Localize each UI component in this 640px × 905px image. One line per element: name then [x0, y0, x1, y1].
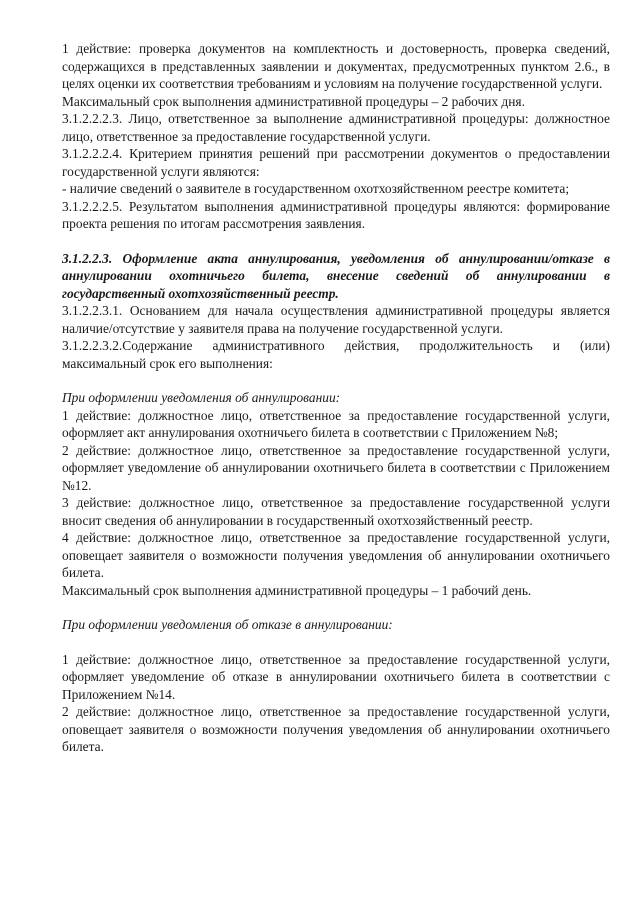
paragraph-3-1-2-2-2-4: 3.1.2.2.2.4. Критерием принятия решений при рассмотрении документов о предоставлении государственной услуги являются:	[62, 146, 610, 179]
spacer	[62, 599, 610, 616]
subheading-refusal-notice: При оформлении уведомления об отказе в аннулировании:	[62, 617, 393, 632]
paragraph-action-1-check: 1 действие: проверка документов на комплектность и достоверность, проверка сведений, содержащихся в представленных заявлении и документах, предусмотренных пунктом 2.6., в целях оценки их соответствия требованиям и условиям на получение государственной услуги.	[62, 41, 610, 91]
paragraph-3-1-2-2-3-2: 3.1.2.2.3.2.Содержание административного действия, продолжительность и (или) максимальный срок его выполнения:	[62, 338, 610, 371]
paragraph-annul-action-4: 4 действие: должностное лицо, ответственное за предоставление государственной услуги, оповещает заявителя о возможности получения уведомления об аннулировании охотничьего билета.	[62, 530, 610, 580]
paragraph-refusal-action-2: 2 действие: должностное лицо, ответственное за предоставление государственной услуги, оповещает заявителя о возможности получения уведомления об аннулировании охотничьего билета.	[62, 704, 610, 754]
paragraph-annul-action-3: 3 действие: должностное лицо, ответственное за предоставление государственной услуги вносит сведения об аннулировании в государственный охотхозяйственный реестр.	[62, 495, 610, 528]
paragraph-max-term-1-day: Максимальный срок выполнения административной процедуры – 1 рабочий день.	[62, 582, 532, 598]
paragraph-3-1-2-2-2-3: 3.1.2.2.2.3. Лицо, ответственное за выполнение административной процедуры: должностное лицо, ответственное за предоставление государственной услуги.	[62, 111, 610, 144]
section-heading-3-1-2-2-3: 3.1.2.2.3. Оформление акта аннулирования, уведомления об аннулировании/отказе в аннулировании охотничьего билета, внесение сведений об аннулировании в государственный охотхозяйственный реестр.	[62, 250, 610, 301]
paragraph-3-1-2-2-2-5: 3.1.2.2.2.5. Результатом выполнения административной процедуры являются: формирование проекта решения по итогам рассмотрения заявления.	[62, 198, 610, 231]
paragraph-annul-action-1: 1 действие: должностное лицо, ответственное за предоставление государственной услуги, оформляет акт аннулирования охотничьего билета в соответствии с Приложением №8;	[62, 407, 610, 440]
paragraph-3-1-2-2-3-1: 3.1.2.2.3.1. Основанием для начала осуществления административной процедуры является наличие/отсутствие у заявителя права на получение государственной услуги.	[62, 303, 610, 336]
paragraph-annul-action-2: 2 действие: должностное лицо, ответственное за предоставление государственной услуги, оформляет уведомление об аннулировании охотничьего билета в соответствии с Приложением №12.	[62, 442, 610, 493]
document-page	[62, 40, 610, 756]
paragraph-refusal-action-1: 1 действие: должностное лицо, ответственное за предоставление государственной услуги, оформляет уведомление об отказе в аннулировании охотничьего билета в соответствии с Приложением №14.	[62, 651, 610, 702]
paragraph-criterion-item: - наличие сведений о заявителе в государственном охотхозяйственном реестре комитета;	[62, 181, 570, 196]
spacer	[62, 372, 610, 389]
spacer	[62, 634, 610, 651]
paragraph-max-term-2-days: Максимальный срок выполнения административной процедуры – 2 рабочих дня.	[62, 93, 525, 109]
spacer	[62, 233, 610, 250]
subheading-annulment-notice: При оформлении уведомления об аннулировании:	[62, 390, 341, 405]
